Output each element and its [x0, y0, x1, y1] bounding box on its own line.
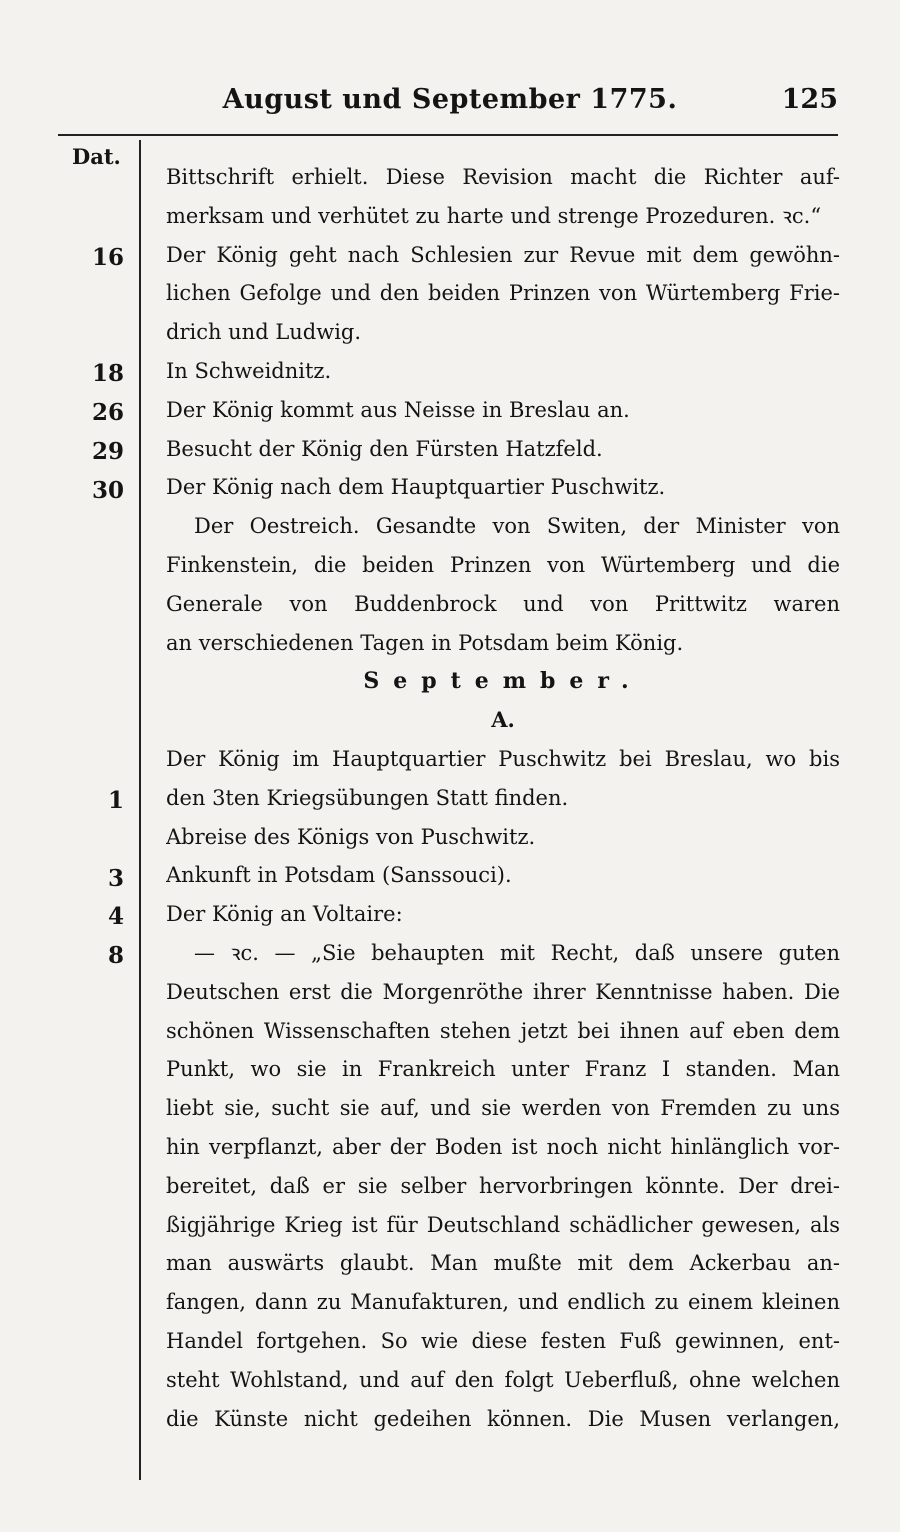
header-rule: [58, 134, 838, 136]
text-line: Finkenstein, die beiden Prinzen von Würtemberg und die: [166, 552, 840, 577]
text-line: Der Oestreich. Gesandte von Switen, der Minister von: [194, 514, 840, 539]
date-label: 30: [91, 477, 124, 504]
body-text: [166, 158, 840, 1438]
text-line: Ankunft in Potsdam (Sanssouci).: [166, 863, 512, 888]
text-line: Abreise des Königs von Puschwitz.: [166, 824, 536, 849]
text-line: die Künste nicht gedeihen können. Die Musen verlangen,: [166, 1406, 840, 1431]
text-line: den 3ten Kriegsübungen Statt finden.: [166, 785, 569, 810]
date-label: 8: [107, 942, 124, 969]
text-line: Der König nach dem Hauptquartier Puschwitz.: [166, 475, 666, 500]
margin-rule: [139, 140, 141, 1480]
text-line: lichen Gefolge und den beiden Prinzen von Würtemberg Frie-: [166, 281, 840, 306]
text-line: Bittschrift erhielt. Diese Revision macht die Richter auf-: [166, 165, 840, 189]
text-line: fangen, dann zu Manufakturen, und endlich zu einem kleinen: [166, 1290, 840, 1315]
date-label: 29: [91, 438, 124, 465]
section-heading: September.: [363, 668, 643, 695]
text-line: drich und Ludwig.: [166, 320, 362, 345]
text-line: liebt sie, sucht sie auf, und sie werden von Fremden zu uns: [166, 1096, 840, 1121]
text-line: Handel fortgehen. So wie diese festen Fuß gewinnen, ent-: [166, 1328, 840, 1353]
text-line: — ꝛc. — „Sie behaupten mit Recht, daß unsere guten: [194, 940, 840, 965]
text-line: Der König im Hauptquartier Puschwitz bei Breslau, wo bis: [166, 746, 840, 771]
text-line: man auswärts glaubt. Man mußte mit dem Ackerbau an-: [166, 1251, 840, 1276]
date-label: 4: [107, 903, 124, 930]
text-line: Der König an Voltaire:: [166, 902, 403, 927]
text-line: Punkt, wo sie in Frankreich unter Franz I standen. Man: [166, 1057, 840, 1082]
date-label: 16: [91, 244, 124, 271]
subsection-heading: A.: [491, 707, 515, 733]
text-line: Besucht der König den Fürsten Hatzfeld.: [166, 436, 603, 461]
text-line: merksam und verhütet zu harte und strenge Prozeduren. ꝛc.“: [166, 203, 822, 228]
date-label: 1: [107, 787, 124, 814]
date-label: 18: [91, 360, 124, 387]
header-title: August und September 1775.: [222, 84, 678, 115]
text-line: In Schweidnitz.: [166, 358, 332, 383]
text-line: an verschiedenen Tagen in Potsdam beim König.: [166, 630, 684, 655]
text-line: hin verpflanzt, aber der Boden ist noch nicht hinlänglich vor-: [166, 1134, 840, 1159]
text-line: bereitet, daß er sie selber hervorbringen könnte. Der drei-: [166, 1173, 840, 1198]
text-line: schönen Wissenschaften stehen jetzt bei ihnen auf eben dem: [166, 1018, 840, 1043]
text-line: Der König geht nach Schlesien zur Revue mit dem gewöhn-: [166, 242, 840, 267]
text-line: ßigjährige Krieg ist für Deutschland schädlicher gewesen, als: [166, 1212, 840, 1237]
text-line: Deutschen erst die Morgenröthe ihrer Kenntnisse haben. Die: [166, 979, 840, 1004]
date-label: 3: [107, 865, 124, 892]
date-column-label: Dat.: [72, 144, 121, 169]
date-label: 26: [91, 399, 124, 426]
text-line: Generale von Buddenbrock und von Prittwitz waren: [166, 591, 840, 616]
page-number: 125: [781, 84, 838, 115]
text-line: Der König kommt aus Neisse in Breslau an.: [166, 397, 630, 422]
running-header: [0, 80, 900, 124]
text-line: steht Wohlstand, und auf den folgt Ueberfluß, ohne welchen: [166, 1367, 840, 1392]
